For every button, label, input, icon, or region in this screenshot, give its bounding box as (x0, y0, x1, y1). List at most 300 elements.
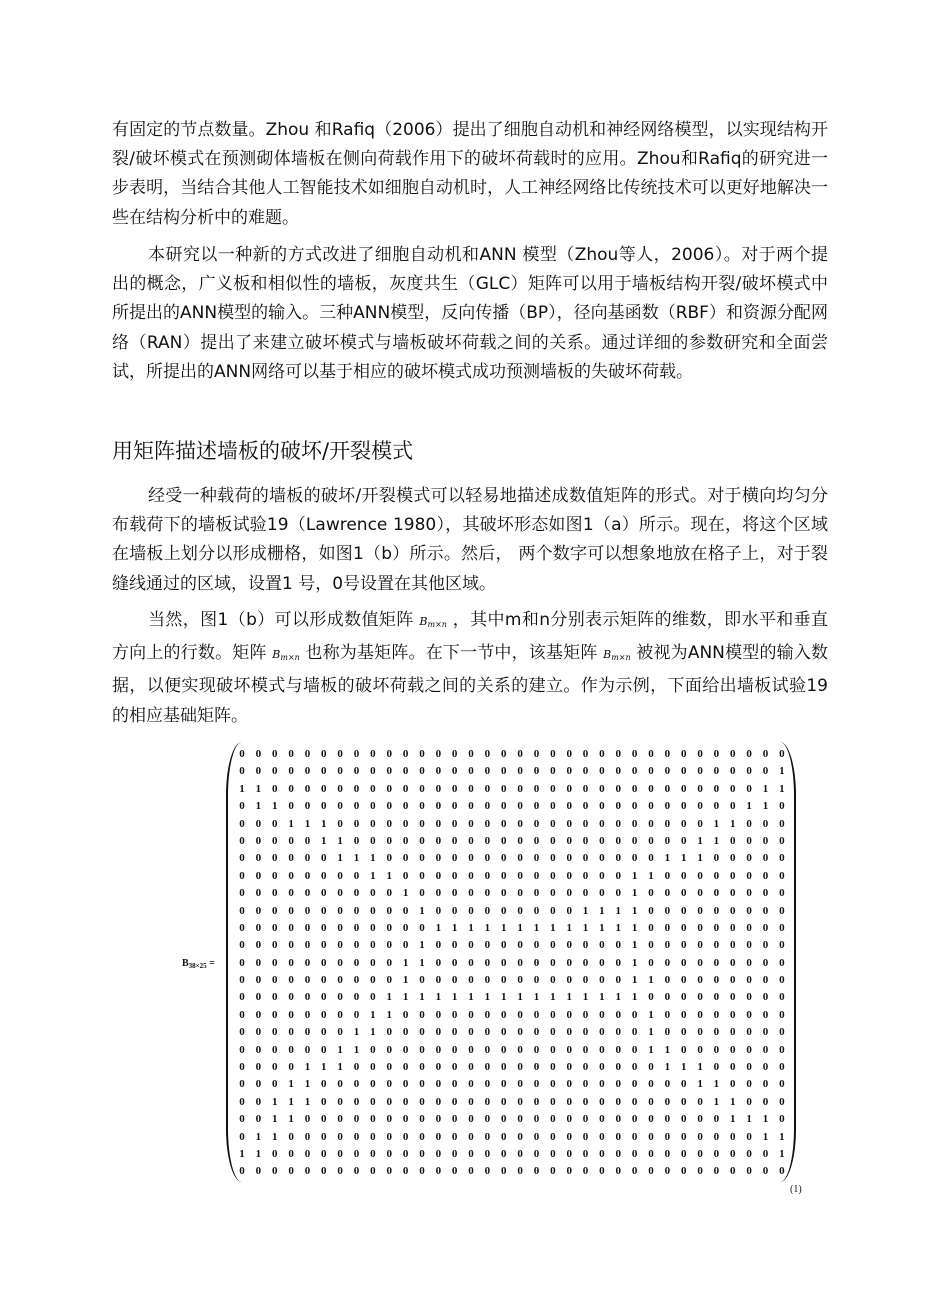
matrix-cell: 0 (680, 834, 687, 847)
matrix-cell: 0 (599, 765, 605, 778)
matrix-cell: 0 (582, 1165, 589, 1178)
matrix-row (234, 868, 790, 885)
matrix-cell: 0 (468, 939, 474, 952)
matrix-cell: 0 (484, 834, 491, 847)
matrix-cell: 0 (713, 869, 720, 882)
matrix-cell: 0 (648, 887, 654, 900)
matrix-row (234, 833, 790, 850)
matrix-cell: 0 (697, 1147, 703, 1160)
matrix-cell: 0 (664, 817, 671, 830)
matrix-cell: 0 (615, 1078, 622, 1091)
matrix-cell: 0 (501, 1061, 507, 1074)
matrix-cell: 1 (631, 869, 638, 882)
matrix-cell: 0 (779, 921, 785, 934)
matrix-cell: 0 (680, 817, 687, 830)
matrix-cell: 0 (353, 887, 360, 900)
matrix-cell: 0 (419, 1043, 425, 1056)
matrix-cell: 0 (402, 1130, 409, 1143)
matrix-cell: 0 (779, 1165, 785, 1178)
matrix-cell: 0 (239, 765, 245, 778)
matrix-cell: 0 (631, 765, 638, 778)
matrix-cell: 0 (484, 782, 491, 795)
matrix-cell: 0 (730, 1061, 736, 1074)
matrix-cell: 1 (730, 817, 736, 830)
matrix-cell: 1 (255, 1147, 262, 1160)
matrix-label-subscript: 38×25 (188, 962, 207, 970)
matrix-cell: 1 (304, 1078, 311, 1091)
matrix-cell: 0 (680, 974, 687, 987)
matrix-cell: 0 (599, 852, 605, 865)
matrix-cell: 1 (304, 1095, 311, 1108)
matrix-cell: 1 (321, 1061, 327, 1074)
matrix-cell: 0 (664, 834, 671, 847)
matrix-cell: 0 (648, 834, 654, 847)
matrix-cell: 0 (353, 1147, 360, 1160)
matrix-cell: 0 (664, 800, 671, 813)
matrix-cell: 0 (402, 800, 409, 813)
matrix-cell: 0 (321, 904, 327, 917)
matrix-cell: 0 (697, 939, 703, 952)
matrix-cell: 0 (697, 1113, 703, 1126)
matrix-cell: 0 (533, 834, 540, 847)
matrix-symbol-base: B (419, 615, 428, 628)
matrix-cell: 0 (353, 1061, 360, 1074)
matrix-cell: 0 (664, 1095, 671, 1108)
matrix-cell: 0 (631, 1165, 638, 1178)
matrix-cell: 1 (288, 1095, 294, 1108)
matrix-cell: 1 (321, 834, 327, 847)
matrix-cell: 0 (337, 1008, 343, 1021)
matrix-cell: 1 (615, 921, 622, 934)
matrix-cell: 0 (451, 939, 458, 952)
matrix-cell: 0 (615, 1026, 622, 1039)
matrix-cell: 0 (599, 1095, 605, 1108)
matrix-cell: 0 (337, 974, 343, 987)
matrix-cell: 0 (517, 1113, 523, 1126)
matrix-cell: 0 (615, 852, 622, 865)
matrix-cell: 0 (337, 1026, 343, 1039)
matrix-cell: 0 (746, 991, 752, 1004)
matrix-cell: 0 (713, 939, 720, 952)
matrix-row (234, 885, 790, 902)
matrix-cell: 0 (746, 921, 752, 934)
matrix-cell: 0 (370, 1061, 376, 1074)
matrix-cell: 0 (484, 1113, 491, 1126)
matrix-cell: 0 (615, 887, 622, 900)
matrix-cell: 0 (337, 956, 343, 969)
matrix-cell: 0 (713, 1061, 720, 1074)
matrix-cell: 0 (680, 921, 687, 934)
matrix-cell: 0 (779, 1008, 785, 1021)
matrix-cell: 0 (582, 1043, 589, 1056)
matrix-cell: 0 (435, 1113, 442, 1126)
matrix-cell: 1 (337, 834, 343, 847)
matrix-cell: 0 (762, 765, 769, 778)
matrix-cell: 0 (255, 852, 262, 865)
matrix-cell: 0 (402, 817, 409, 830)
matrix-cell: 0 (451, 1061, 458, 1074)
matrix-label (182, 958, 215, 970)
matrix-cell: 0 (255, 887, 262, 900)
matrix-cell: 0 (451, 782, 458, 795)
matrix-cell: 0 (501, 1043, 507, 1056)
matrix-cell: 0 (648, 1113, 654, 1126)
matrix-cell: 0 (386, 1026, 392, 1039)
matrix-cell: 0 (271, 1078, 278, 1091)
matrix-row (234, 937, 790, 954)
matrix-cell: 0 (435, 1078, 442, 1091)
matrix-cell: 0 (435, 1061, 442, 1074)
matrix-cell: 0 (337, 991, 343, 1004)
matrix-cell: 0 (239, 1113, 245, 1126)
matrix-cell: 0 (680, 1095, 687, 1108)
matrix-cell: 1 (304, 817, 311, 830)
matrix-cell: 0 (419, 1026, 425, 1039)
matrix-cell: 1 (533, 921, 540, 934)
matrix-cell: 0 (288, 748, 294, 760)
matrix-cell: 0 (451, 1026, 458, 1039)
matrix-row (234, 1076, 790, 1093)
matrix-cell: 0 (631, 782, 638, 795)
matrix-cell: 0 (402, 1043, 409, 1056)
matrix-cell: 1 (337, 852, 343, 865)
matrix-cell: 1 (402, 887, 409, 900)
matrix-cell: 0 (386, 748, 392, 760)
matrix-cell: 0 (468, 834, 474, 847)
matrix-cell: 0 (370, 1147, 376, 1160)
matrix-cell: 0 (533, 1078, 540, 1091)
equation-number: (1) (790, 1184, 802, 1195)
matrix-cell: 0 (484, 1147, 491, 1160)
matrix-cell: 1 (370, 1026, 376, 1039)
matrix-cell: 0 (321, 1165, 327, 1178)
matrix-cell: 1 (648, 1043, 654, 1056)
matrix-cell: 0 (271, 1061, 278, 1074)
matrix-cell: 0 (484, 748, 491, 760)
matrix-cell: 0 (680, 1026, 687, 1039)
matrix-cell: 0 (402, 1095, 409, 1108)
matrix-cell: 0 (648, 904, 654, 917)
matrix-cell: 1 (664, 1061, 671, 1074)
matrix-cell: 1 (451, 921, 458, 934)
matrix-cell: 0 (370, 921, 376, 934)
matrix-cell: 0 (419, 1130, 425, 1143)
matrix-cell: 0 (550, 817, 556, 830)
matrix-cell: 0 (533, 1026, 540, 1039)
matrix-cell: 0 (255, 1043, 262, 1056)
matrix-cell: 0 (566, 1113, 572, 1126)
matrix-cell: 0 (304, 1130, 311, 1143)
matrix-cell: 0 (255, 834, 262, 847)
matrix-cell: 0 (337, 782, 343, 795)
matrix-cell: 0 (386, 1113, 392, 1126)
matrix-cell: 1 (402, 956, 409, 969)
matrix-cell: 0 (451, 834, 458, 847)
matrix-cell: 0 (239, 1165, 245, 1178)
matrix-cell: 0 (370, 904, 376, 917)
matrix-cell: 0 (386, 1165, 392, 1178)
matrix-cell: 0 (321, 887, 327, 900)
matrix-cell: 0 (697, 921, 703, 934)
matrix-cell: 0 (631, 1095, 638, 1108)
matrix-cell: 0 (664, 869, 671, 882)
matrix-cell: 0 (419, 800, 425, 813)
matrix-cell: 0 (370, 782, 376, 795)
matrix-cell: 0 (337, 1147, 343, 1160)
matrix-cell: 1 (631, 887, 638, 900)
matrix-cell: 0 (468, 1095, 474, 1108)
matrix-cell: 0 (566, 800, 572, 813)
matrix-cell: 0 (762, 921, 769, 934)
matrix-cell: 0 (402, 904, 409, 917)
matrix-cell: 1 (582, 921, 589, 934)
matrix-cell: 0 (533, 782, 540, 795)
matrix-cell: 0 (550, 1095, 556, 1108)
matrix-cell: 0 (321, 782, 327, 795)
matrix-row (234, 1111, 790, 1128)
matrix-cell: 0 (615, 765, 622, 778)
matrix-cell: 0 (582, 852, 589, 865)
matrix-cell: 0 (501, 817, 507, 830)
matrix-cell: 0 (631, 800, 638, 813)
matrix-cell: 0 (501, 939, 507, 952)
matrix-cell: 0 (680, 748, 687, 760)
matrix-cell: 0 (419, 1095, 425, 1108)
matrix-cell: 0 (501, 1026, 507, 1039)
matrix-cell: 0 (402, 1061, 409, 1074)
matrix-cell: 0 (484, 765, 491, 778)
matrix-cell: 1 (239, 782, 245, 795)
matrix-cell: 0 (566, 1026, 572, 1039)
matrix-cell: 0 (713, 1113, 720, 1126)
matrix-cell: 0 (239, 887, 245, 900)
matrix-cell: 0 (370, 1165, 376, 1178)
matrix-row (234, 763, 790, 780)
matrix-cell: 0 (599, 1008, 605, 1021)
matrix-cell: 0 (451, 1078, 458, 1091)
matrix-cell: 0 (353, 1113, 360, 1126)
matrix-cell: 0 (271, 1008, 278, 1021)
matrix-cell: 0 (615, 817, 622, 830)
matrix-cell: 0 (779, 1078, 785, 1091)
matrix-cell: 0 (239, 869, 245, 882)
matrix-cell: 1 (419, 956, 425, 969)
matrix-cell: 0 (239, 748, 245, 760)
matrix-cell: 0 (435, 1147, 442, 1160)
matrix-cell: 0 (713, 1130, 720, 1143)
matrix-row (234, 920, 790, 937)
matrix-cell: 0 (533, 1113, 540, 1126)
matrix-cell: 0 (746, 939, 752, 952)
matrix-cell: 0 (615, 939, 622, 952)
matrix-cell: 0 (566, 974, 572, 987)
matrix-symbol (603, 648, 631, 661)
matrix-cell: 0 (599, 817, 605, 830)
matrix-cell: 1 (746, 1113, 752, 1126)
matrix-cell: 0 (533, 748, 540, 760)
matrix-cell: 0 (370, 748, 376, 760)
matrix-cell: 0 (517, 1147, 523, 1160)
matrix-cell: 0 (386, 1043, 392, 1056)
matrix-cell: 0 (779, 1061, 785, 1074)
matrix-cell: 0 (255, 921, 262, 934)
matrix-cell: 1 (582, 991, 589, 1004)
matrix-cell: 0 (762, 852, 769, 865)
matrix-cell: 0 (550, 765, 556, 778)
matrix-cell: 0 (435, 800, 442, 813)
matrix-cell: 0 (353, 869, 360, 882)
matrix-cell: 0 (419, 921, 425, 934)
matrix-cell: 0 (599, 939, 605, 952)
matrix-cell: 0 (762, 1165, 769, 1178)
matrix-cell: 0 (484, 1130, 491, 1143)
matrix-row (234, 955, 790, 972)
matrix-cell: 0 (435, 974, 442, 987)
matrix-cell: 1 (353, 1026, 360, 1039)
matrix-cell: 1 (468, 921, 474, 934)
matrix-cell: 1 (435, 991, 442, 1004)
paragraph-4-part-b: ，其中m和n分别表示矩阵的维数，即水平和垂直方向上的行数。矩阵 (112, 610, 828, 664)
matrix-cell: 0 (321, 1147, 327, 1160)
matrix-cell: 0 (386, 800, 392, 813)
matrix-cell: 0 (304, 1147, 311, 1160)
matrix-cell: 0 (255, 1165, 262, 1178)
matrix-cell: 0 (517, 1165, 523, 1178)
matrix-cell: 0 (255, 1026, 262, 1039)
matrix-cell: 0 (435, 1130, 442, 1143)
matrix-cell: 0 (451, 817, 458, 830)
matrix-cell: 1 (713, 1078, 720, 1091)
matrix-cell: 0 (370, 834, 376, 847)
matrix-cell: 0 (484, 1026, 491, 1039)
matrix-cell: 0 (402, 939, 409, 952)
matrix-cell: 0 (730, 1130, 736, 1143)
matrix-cell: 0 (550, 1147, 556, 1160)
matrix-cell: 0 (501, 1095, 507, 1108)
matrix-cell: 0 (648, 991, 654, 1004)
matrix-cell: 0 (615, 1113, 622, 1126)
matrix-cell: 0 (664, 1078, 671, 1091)
matrix-cell: 0 (779, 1095, 785, 1108)
matrix-cell: 0 (664, 1026, 671, 1039)
matrix-cell: 0 (271, 904, 278, 917)
matrix-cell: 0 (779, 834, 785, 847)
matrix-cell: 0 (648, 1095, 654, 1108)
matrix-cell: 0 (353, 1095, 360, 1108)
matrix-cell: 0 (321, 1130, 327, 1143)
matrix-cell: 1 (419, 991, 425, 1004)
matrix-cell: 0 (304, 939, 311, 952)
matrix-cell: 0 (533, 869, 540, 882)
matrix-cell: 0 (631, 1078, 638, 1091)
matrix-grid (234, 746, 790, 1182)
matrix-cell: 0 (419, 1008, 425, 1021)
matrix-cell: 0 (468, 1113, 474, 1126)
matrix-cell: 0 (779, 939, 785, 952)
matrix-cell: 1 (288, 1113, 294, 1126)
matrix-cell: 0 (402, 1165, 409, 1178)
matrix-cell: 0 (288, 1043, 294, 1056)
matrix-cell: 1 (599, 991, 605, 1004)
matrix-cell: 0 (582, 834, 589, 847)
matrix-cell: 0 (550, 956, 556, 969)
matrix-cell: 0 (599, 1147, 605, 1160)
matrix-cell: 0 (321, 852, 327, 865)
matrix-cell: 0 (386, 921, 392, 934)
matrix-cell: 0 (730, 800, 736, 813)
matrix-cell: 1 (762, 1130, 769, 1143)
matrix-cell: 0 (664, 991, 671, 1004)
matrix-cell: 0 (550, 1008, 556, 1021)
matrix-cell: 0 (599, 887, 605, 900)
matrix-cell: 0 (271, 956, 278, 969)
matrix-cell: 0 (762, 1043, 769, 1056)
matrix-cell: 1 (255, 800, 262, 813)
matrix-cell: 0 (648, 817, 654, 830)
matrix-cell: 0 (451, 1095, 458, 1108)
matrix-cell: 0 (730, 1008, 736, 1021)
matrix-cell: 0 (402, 748, 409, 760)
paragraph-4-part-a: 当然，图1（b）可以形成数值矩阵 (148, 610, 420, 630)
matrix-cell: 0 (680, 904, 687, 917)
matrix-cell: 1 (599, 904, 605, 917)
matrix-cell: 0 (321, 939, 327, 952)
matrix-cell: 0 (386, 852, 392, 865)
matrix-cell: 0 (648, 852, 654, 865)
matrix-cell: 0 (730, 991, 736, 1004)
matrix-cell: 0 (533, 765, 540, 778)
matrix-cell: 0 (599, 956, 605, 969)
matrix-cell: 0 (337, 817, 343, 830)
matrix-cell: 0 (337, 1095, 343, 1108)
matrix-cell: 0 (550, 834, 556, 847)
matrix-cell: 0 (239, 991, 245, 1004)
matrix-cell: 0 (664, 904, 671, 917)
matrix-cell: 0 (713, 1008, 720, 1021)
matrix-cell: 0 (615, 1008, 622, 1021)
matrix-cell: 0 (566, 748, 572, 760)
matrix-cell: 0 (566, 887, 572, 900)
matrix-cell: 0 (713, 991, 720, 1004)
matrix-cell: 1 (713, 817, 720, 830)
matrix-cell: 0 (599, 782, 605, 795)
matrix-cell: 0 (402, 1008, 409, 1021)
matrix-cell: 1 (255, 782, 262, 795)
matrix-cell: 0 (386, 904, 392, 917)
matrix-cell: 0 (435, 956, 442, 969)
matrix-cell: 0 (484, 974, 491, 987)
matrix-cell: 0 (566, 782, 572, 795)
matrix-cell: 0 (468, 1008, 474, 1021)
matrix-cell: 0 (501, 1147, 507, 1160)
matrix-cell: 0 (419, 748, 425, 760)
matrix-cell: 0 (468, 817, 474, 830)
matrix-cell: 0 (615, 1147, 622, 1160)
matrix-cell: 0 (762, 1078, 769, 1091)
matrix-cell: 0 (435, 1165, 442, 1178)
matrix-cell: 0 (386, 939, 392, 952)
matrix-cell: 0 (680, 1165, 687, 1178)
matrix-cell: 0 (353, 956, 360, 969)
matrix-cell: 0 (533, 852, 540, 865)
matrix-cell: 0 (631, 1130, 638, 1143)
matrix-cell: 0 (648, 1061, 654, 1074)
matrix-cell: 1 (599, 921, 605, 934)
matrix-cell: 0 (435, 748, 442, 760)
matrix-cell: 0 (664, 974, 671, 987)
matrix-cell: 0 (664, 1165, 671, 1178)
matrix-cell: 1 (713, 1095, 720, 1108)
